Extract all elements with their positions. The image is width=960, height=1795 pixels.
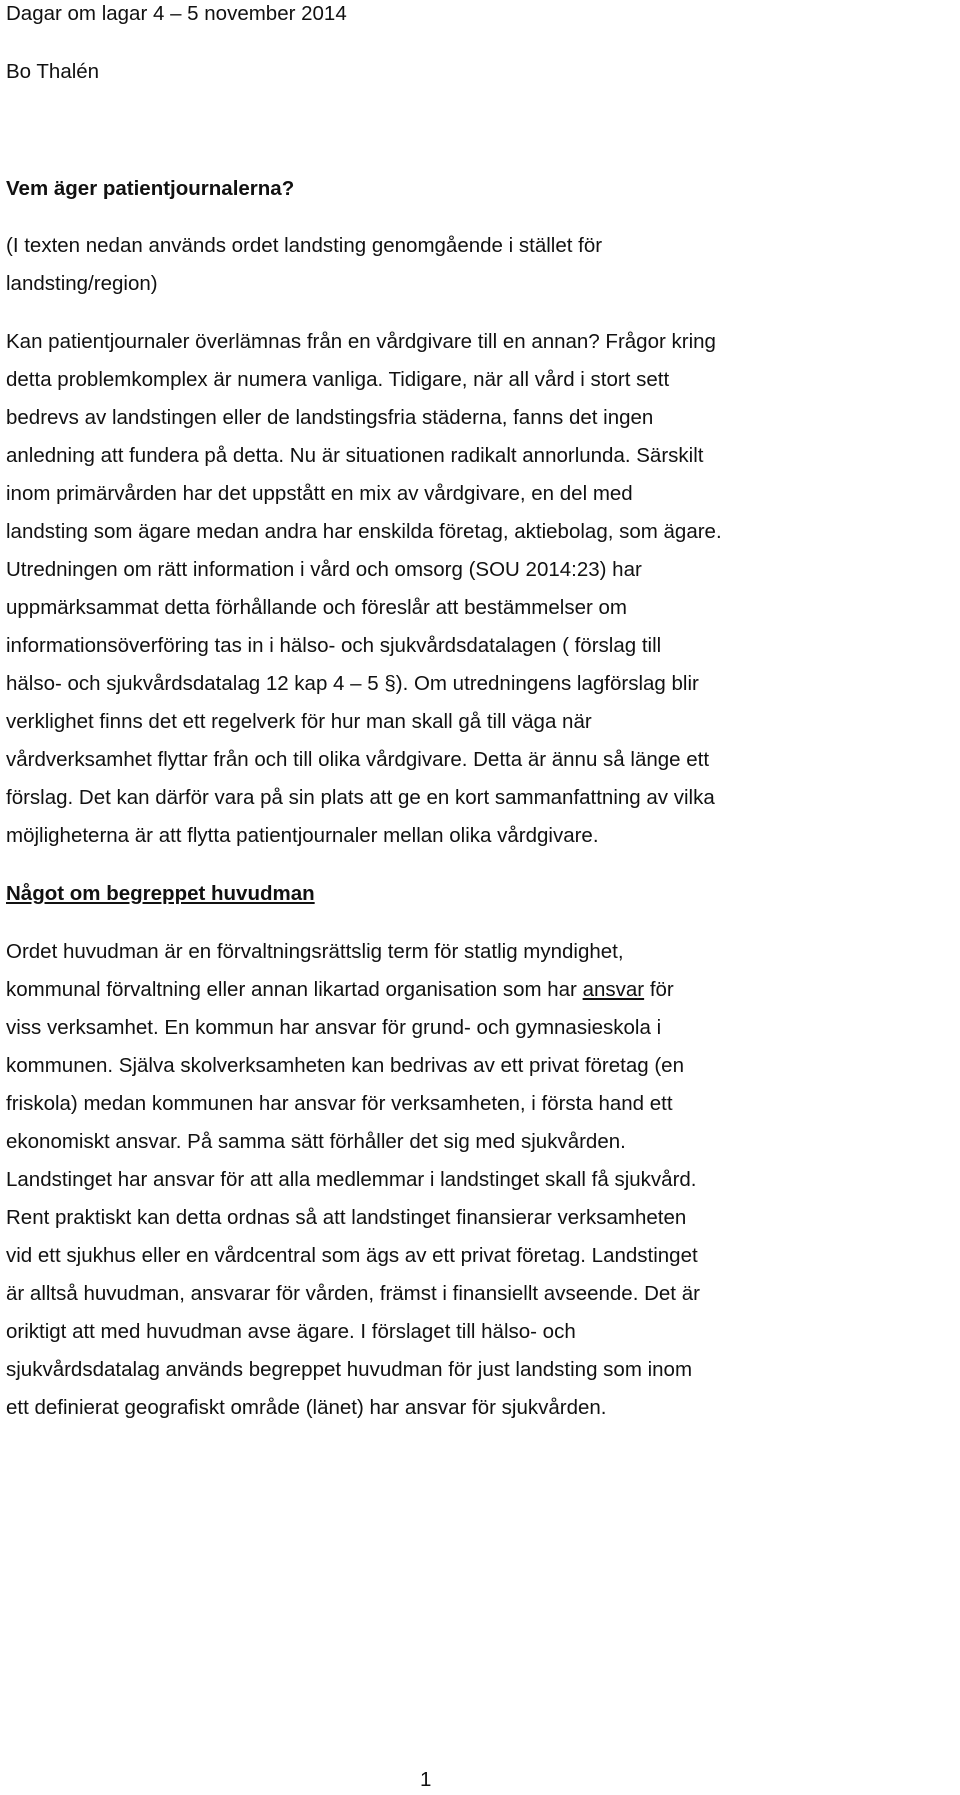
- ansvar-link[interactable]: ansvar: [582, 978, 645, 1001]
- body-line-with-link: [6, 978, 674, 1002]
- body-text: för: [644, 978, 674, 1001]
- body-line: kommunen. Själva skolverksamheten kan bedrivas av ett privat företag (en: [6, 1054, 684, 1077]
- body-line: ekonomiskt ansvar. På samma sätt förhåller det sig med sjukvården.: [6, 1130, 626, 1153]
- body-line: viss verksamhet. En kommun har ansvar för grund- och gymnasieskola i: [6, 1016, 662, 1039]
- body-text: kommunal förvaltning eller annan likartad organisation som har: [6, 978, 583, 1001]
- date-line: Dagar om lagar 4 – 5 november 2014: [6, 2, 347, 25]
- body-line: vid ett sjukhus eller en vårdcentral som ägs av ett privat företag. Landstinget: [6, 1244, 698, 1267]
- page-number: 1: [420, 1768, 432, 1791]
- body-line: vårdverksamhet flyttar från och till olika vårdgivare. Detta är ännu så länge ett: [6, 748, 710, 771]
- body-line: anledning att fundera på detta. Nu är situationen radikalt annorlunda. Särskilt: [6, 444, 704, 467]
- body-line: informationsöverföring tas in i hälso- och sjukvårdsdatalagen ( förslag till: [6, 634, 662, 657]
- body-line: verklighet finns det ett regelverk för hur man skall gå till väga när: [6, 710, 592, 733]
- body-line: möjligheterna är att flytta patientjournaler mellan olika vårdgivare.: [6, 824, 599, 847]
- note-line: landsting/region): [6, 272, 158, 295]
- body-line: oriktigt att med huvudman avse ägare. I förslaget till hälso- och: [6, 1320, 576, 1343]
- section1-title: Vem äger patientjournalerna?: [6, 177, 295, 200]
- body-line: Utredningen om rätt information i vård och omsorg (SOU 2014:23) har: [6, 558, 642, 581]
- body-line: är alltså huvudman, ansvarar för vården, främst i finansiellt avseende. Det är: [6, 1282, 700, 1305]
- body-line: uppmärksammat detta förhållande och föreslår att bestämmelser om: [6, 596, 627, 619]
- body-line: Kan patientjournaler överlämnas från en vårdgivare till en annan? Frågor kring: [6, 330, 716, 353]
- body-line: sjukvårdsdatalag används begreppet huvudman för just landsting som inom: [6, 1358, 693, 1381]
- body-line: förslag. Det kan därför vara på sin plats att ge en kort sammanfattning av vilka: [6, 786, 715, 809]
- body-line: friskola) medan kommunen har ansvar för verksamheten, i första hand ett: [6, 1092, 673, 1115]
- body-line: detta problemkomplex är numera vanliga. Tidigare, när all vård i stort sett: [6, 368, 670, 391]
- body-line: landsting som ägare medan andra har enskilda företag, aktiebolag, som ägare.: [6, 520, 722, 543]
- body-line: bedrevs av landstingen eller de landstingsfria städerna, fanns det ingen: [6, 406, 654, 429]
- body-line: Ordet huvudman är en förvaltningsrättslig term för statlig myndighet,: [6, 940, 624, 963]
- body-line: Landstinget har ansvar för att alla medlemmar i landstinget skall få sjukvård.: [6, 1168, 697, 1191]
- author-name: Bo Thalén: [6, 60, 100, 83]
- body-line: hälso- och sjukvårdsdatalag 12 kap 4 – 5 §). Om utredningens lagförslag blir: [6, 672, 699, 695]
- body-line: inom primärvården har det uppstått en mix av vårdgivare, en del med: [6, 482, 633, 505]
- note-line: (I texten nedan används ordet landsting genomgående i stället för: [6, 234, 603, 257]
- body-line: ett definierat geografiskt område (länet) har ansvar för sjukvården.: [6, 1396, 607, 1419]
- section2-title: Något om begreppet huvudman: [6, 882, 315, 905]
- body-line: Rent praktiskt kan detta ordnas så att landstinget finansierar verksamheten: [6, 1206, 687, 1229]
